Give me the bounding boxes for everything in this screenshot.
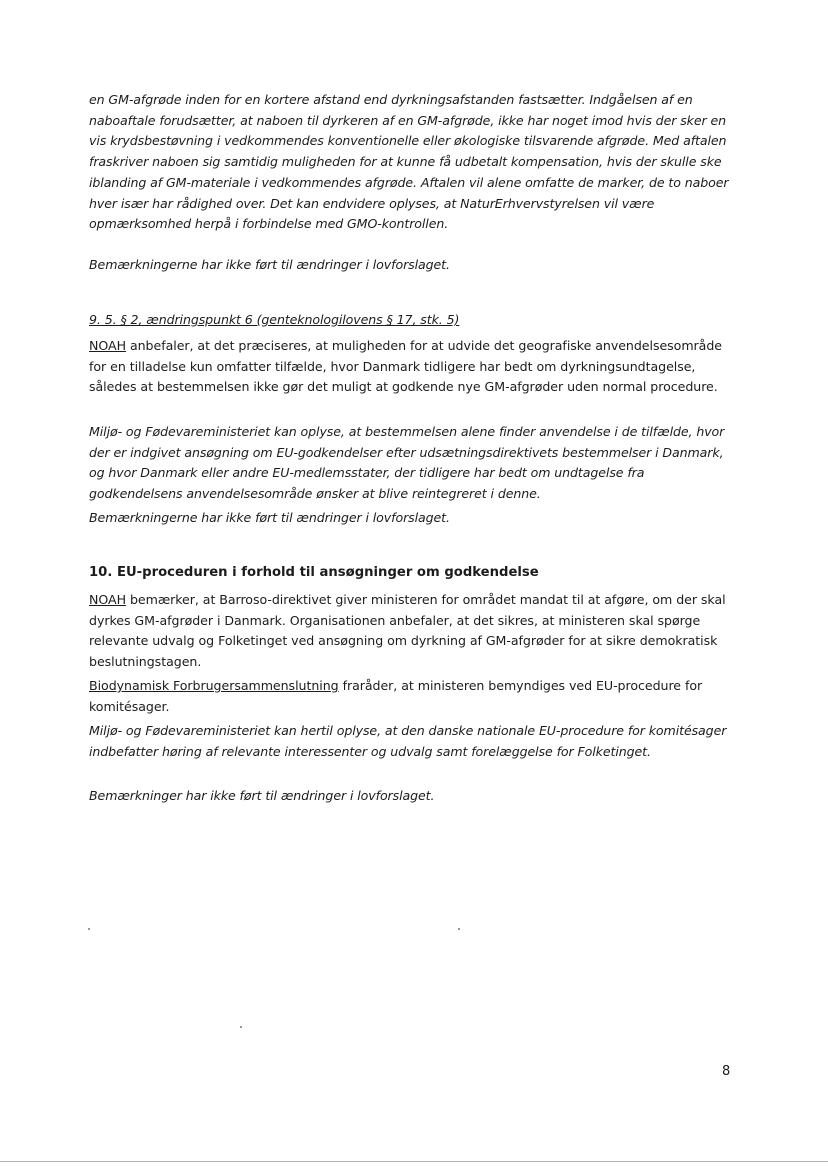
section-10-noah	[89, 590, 734, 673]
body-paragraph: Biodynamisk Forbrugersammenslutning fraråder, at ministeren bemyndiges ved EU-procedure for komitésager.	[89, 678, 703, 714]
section-10-ministry-reply	[89, 721, 734, 762]
organisation-name: NOAH	[89, 592, 126, 607]
scan-speck	[458, 928, 460, 930]
body-paragraph: Bemærkninger har ikke ført til ændringer i lovforslaget.	[89, 788, 435, 803]
section-9-heading	[89, 310, 734, 331]
organisation-name: Biodynamisk Forbrugersammenslutning	[89, 678, 339, 693]
section-9-noah	[89, 336, 734, 398]
scan-speck	[88, 928, 90, 930]
section-10-heading	[89, 563, 734, 583]
bottom-edge-line	[0, 1161, 828, 1162]
body-paragraph: en GM-afgrøde inden for en kortere afstand end dyrkningsafstanden fastsætter. Indgåelsen af en naboaftale forudsætter, at naboen til dyrkeren af en GM-afgrøde, ikke har noget imod hvis der sker en vis krydsbestøvning i vedkommendes konventionelle eller økologiske tilsvarende afgrøde. Med aftalen fraskriver naboen sig samtidig muligheden for at kunne få udbetalt kompensation, hvis der skulle ske iblanding af GM-materiale i vedkommendes afgrøde. Aftalen vil alene omfatte de marker, de to naboer hver især har rådighed over. Det kan endvidere oplyses, at NaturErhvervstyrelsen vil være opmærksomhed herpå i forbindelse med GMO-kontrollen.	[89, 92, 729, 232]
body-paragraph: NOAH anbefaler, at det præciseres, at muligheden for at udvide det geografiske anvendelsesområde for en tilladelse kun omfatter tilfælde, hvor Danmark tidligere har bedt om dyrkningsundtagelse, således at bestemmelsen ikke gør det muligt at godkende nye GM-afgrøder uden normal procedure.	[89, 338, 722, 395]
paragraph-continuation	[89, 90, 734, 235]
section-10-biodynamisk	[89, 676, 734, 717]
section-9-ministry-reply	[89, 422, 734, 505]
body-paragraph: Miljø- og Fødevareministeriet kan oplyse, at bestemmelsen alene finder anvendelse i de tilfælde, hvor der er indgivet ansøgning om EU-godkendelser efter udsætningsdirektivets bestemmelser i Danmark, og hvor Danmark eller andre EU-medlemsstater, der tidligere har bedt om undtagelse fra godkendelsens anvendelsesområde ønsker at blive reintegreret i denne.	[89, 424, 725, 502]
scan-speck	[240, 1026, 242, 1028]
organisation-name: NOAH	[89, 338, 126, 353]
body-paragraph: Miljø- og Fødevareministeriet kan hertil oplyse, at den danske nationale EU-procedure for komitésager indbefatter høring af relevante interessenter og udvalg samt forelæggelse for Folketinget.	[89, 723, 727, 759]
body-paragraph: Bemærkningerne har ikke ført til ændringer i lovforslaget.	[89, 257, 450, 272]
body-paragraph: Bemærkningerne har ikke ført til ændringer i lovforslaget.	[89, 510, 450, 525]
section-heading: 9. 5. § 2, ændringspunkt 6 (genteknologilovens § 17, stk. 5)	[89, 312, 460, 327]
page-number: 8	[722, 1064, 731, 1079]
section-heading: 10. EU-proceduren i forhold til ansøgninger om godkendelse	[89, 565, 539, 580]
body-paragraph: NOAH bemærker, at Barroso-direktivet giver ministeren for området mandat til at afgøre, om der skal dyrkes GM-afgrøder i Danmark. Organisationen anbefaler, at det sikres, at ministeren skal spørge relevante udvalg og Folketinget ved ansøgning om dyrkning af GM-afgrøder for at sikre demokratisk beslutningstagen.	[89, 592, 726, 670]
section-10-remark	[89, 786, 734, 807]
remark-paragraph	[89, 255, 734, 276]
section-9-remark	[89, 508, 734, 529]
